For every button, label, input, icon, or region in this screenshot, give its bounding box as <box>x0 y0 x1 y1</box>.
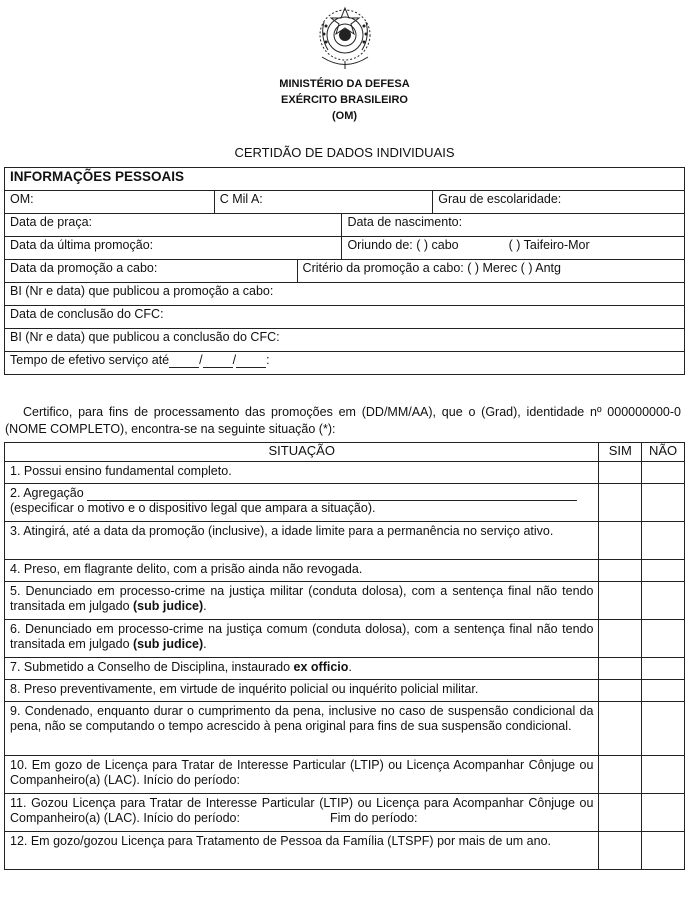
date-separator: / <box>199 353 203 367</box>
sim-checkbox-10[interactable] <box>599 756 642 794</box>
enlistment-date-field[interactable]: Data de praça: <box>5 214 342 237</box>
ministry-heading: MINISTÉRIO DA DEFESA <box>279 78 410 90</box>
end-of-period-label: Fim do período: <box>329 811 418 825</box>
date-separator: / <box>232 353 237 367</box>
origin-cabo-option[interactable]: Oriundo de: ( ) cabo <box>347 238 459 252</box>
coat-of-arms-seal <box>310 2 380 72</box>
certification-text: Certifico, para fins de processamento das promoções em (DD/MM/AA), que o (Grad), identidade nº 000000000-0 (NOME COMPLETO), encontra-se na seguinte situação (*): <box>5 405 681 436</box>
nao-checkbox-6[interactable] <box>642 620 685 658</box>
birth-date-field[interactable]: Data de nascimento: <box>342 214 685 237</box>
sim-header: SIM <box>599 443 642 462</box>
situation-item-12: 12. Em gozo/gozou Licença para Tratamento de Pessoa da Família (LTSPF) por mais de um ano. <box>5 832 599 870</box>
nao-checkbox-7[interactable] <box>642 658 685 680</box>
situation-item-11 <box>5 794 599 832</box>
personal-info-heading: INFORMAÇÕES PESSOAIS <box>5 168 685 191</box>
nao-checkbox-4[interactable] <box>642 560 685 582</box>
certification-paragraph <box>5 404 681 438</box>
nao-checkbox-5[interactable] <box>642 582 685 620</box>
sim-checkbox-5[interactable] <box>599 582 642 620</box>
sim-checkbox-1[interactable] <box>599 462 642 484</box>
nao-checkbox-9[interactable] <box>642 702 685 756</box>
situation-item-8: 8. Preso preventivamente, em virtude de inquérito policial ou inquérito policial militar. <box>5 680 599 702</box>
army-heading: EXÉRCITO BRASILEIRO <box>281 94 408 106</box>
situation-item-2 <box>5 484 599 522</box>
sim-checkbox-11[interactable] <box>599 794 642 832</box>
situation-item-7-text: 7. Submetido a Conselho de Disciplina, instaurado <box>10 660 291 674</box>
last-promotion-field[interactable]: Data da última promoção: <box>5 237 342 260</box>
document-title: CERTIDÃO DE DADOS INDIVIDUAIS <box>234 145 455 160</box>
situation-item-10: 10. Em gozo de Licença para Tratar de Interesse Particular (LTIP) ou Licença Acompanhar Cônjuge ou Companheiro(a) (LAC). Início do período: <box>5 756 599 794</box>
situation-item-6 <box>5 620 599 658</box>
situation-item-11-text: 11. Gozou Licença para Tratar de Interesse Particular (LTIP) ou Licença para Acompanhar Cônjuge ou Companheiro(a) (LAC). Início do período: <box>10 796 594 825</box>
ex-officio-term: ex officio <box>293 660 349 674</box>
situation-item-2-note: (especificar o motivo e o dispositivo legal que ampara a situação). <box>10 501 376 515</box>
sub-judice-term: (sub judice) <box>133 599 204 613</box>
sim-checkbox-7[interactable] <box>599 658 642 680</box>
nao-checkbox-3[interactable] <box>642 522 685 560</box>
sim-checkbox-8[interactable] <box>599 680 642 702</box>
situation-item-6-text: 6. Denunciado em processo-crime na justiça comum (conduta dolosa), com a sentença final não tendo transitada em julgado <box>10 622 594 651</box>
situation-header: SITUAÇÃO <box>5 443 599 462</box>
colon: : <box>266 353 270 367</box>
month-blank[interactable] <box>203 353 233 368</box>
sub-judice-term: (sub judice) <box>133 637 204 651</box>
nao-checkbox-2[interactable] <box>642 484 685 522</box>
c-mil-field[interactable]: C Mil A: <box>214 191 433 214</box>
nao-checkbox-1[interactable] <box>642 462 685 484</box>
situation-table <box>4 442 685 870</box>
situation-item-4: 4. Preso, em flagrante delito, com a prisão ainda não revogada. <box>5 560 599 582</box>
nao-checkbox-11[interactable] <box>642 794 685 832</box>
period: . <box>348 660 352 674</box>
om-field[interactable]: OM: <box>5 191 215 214</box>
origin-field[interactable] <box>342 237 685 260</box>
sim-checkbox-12[interactable] <box>599 832 642 870</box>
origin-taifeiro-option[interactable]: ( ) Taifeiro-Mor <box>508 238 590 252</box>
day-blank[interactable] <box>169 353 199 368</box>
service-time-field[interactable] <box>5 352 685 375</box>
sim-checkbox-3[interactable] <box>599 522 642 560</box>
situation-item-1: 1. Possui ensino fundamental completo. <box>5 462 599 484</box>
situation-item-9: 9. Condenado, enquanto durar o cumprimento da pena, inclusive no caso de suspensão condicional da pena, não se computando o tempo acrescido à pena original para fins de sua suspensão condicional. <box>5 702 599 756</box>
sim-checkbox-6[interactable] <box>599 620 642 658</box>
nao-checkbox-10[interactable] <box>642 756 685 794</box>
sim-checkbox-9[interactable] <box>599 702 642 756</box>
promotion-criterion-field[interactable]: Critério da promoção a cabo: ( ) Merec ( ) Antg <box>297 260 684 283</box>
cabo-promotion-date-field[interactable]: Data da promoção a cabo: <box>5 260 298 283</box>
nao-checkbox-8[interactable] <box>642 680 685 702</box>
situation-item-2-label: 2. Agregação <box>10 486 84 500</box>
situation-item-3: 3. Atingirá, até a data da promoção (inclusive), a idade limite para a permanência no serviço ativo. <box>5 522 599 560</box>
service-time-label: Tempo de efetivo serviço até <box>10 353 170 367</box>
situation-item-7 <box>5 658 599 680</box>
unit-heading: (OM) <box>331 110 358 122</box>
period: . <box>203 637 207 651</box>
bi-cfc-field[interactable]: BI (Nr e data) que publicou a conclusão do CFC: <box>5 329 685 352</box>
sim-checkbox-4[interactable] <box>599 560 642 582</box>
situation-item-5-text: 5. Denunciado em processo-crime na justiça militar (conduta dolosa), com a sentença final não tendo transitada em julgado <box>10 584 594 613</box>
year-blank[interactable] <box>236 353 266 368</box>
nao-checkbox-12[interactable] <box>642 832 685 870</box>
bi-cabo-field[interactable]: BI (Nr e data) que publicou a promoção a cabo: <box>5 283 685 306</box>
personal-info-table <box>4 167 685 375</box>
sim-checkbox-2[interactable] <box>599 484 642 522</box>
cfc-conclusion-field[interactable]: Data de conclusão do CFC: <box>5 306 685 329</box>
period: . <box>203 599 207 613</box>
situation-item-5 <box>5 582 599 620</box>
nao-header: NÃO <box>642 443 685 462</box>
schooling-field[interactable]: Grau de escolaridade: <box>433 191 685 214</box>
